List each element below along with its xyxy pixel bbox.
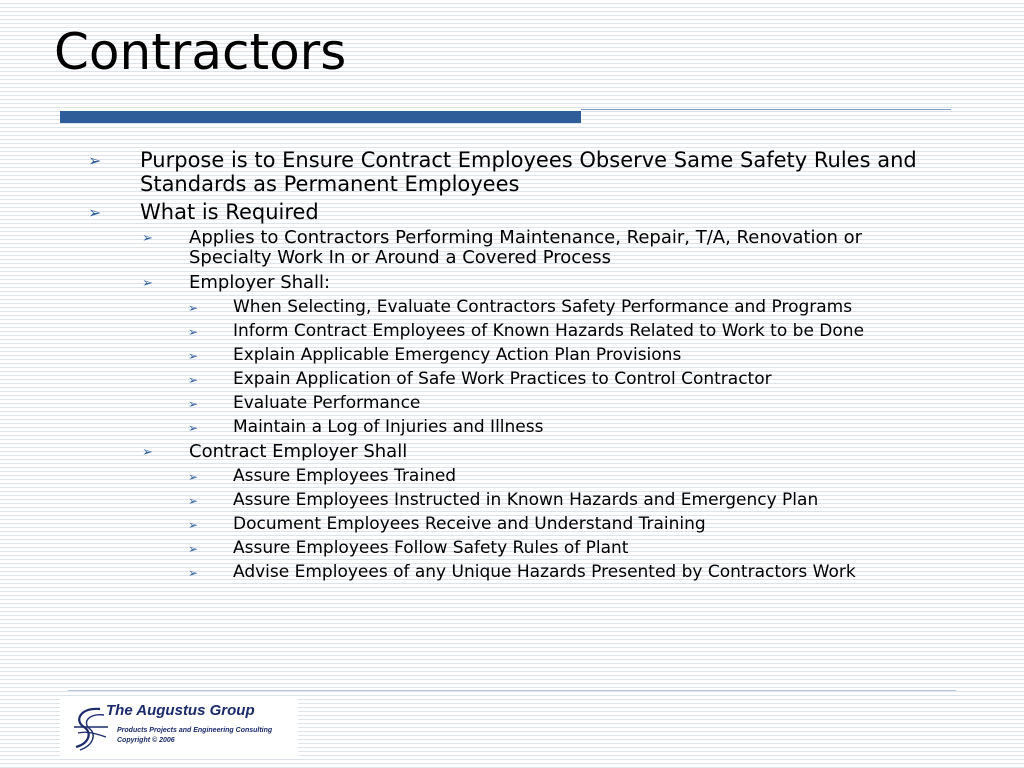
list-item-text: Document Employees Receive and Understand Training xyxy=(233,514,706,534)
list-item xyxy=(0,298,933,317)
arrow-bullet-icon: ➢ xyxy=(188,470,199,484)
arrow-bullet-icon: ➢ xyxy=(188,349,199,363)
logo-company-name: The Augustus Group xyxy=(106,702,255,719)
arrow-bullet-icon: ➢ xyxy=(142,231,153,246)
list-item xyxy=(0,273,889,293)
list-item-text: Applies to Contractors Performing Maintenance, Repair, T/A, Renovation or Specialty Work In or Around a Covered Process xyxy=(189,227,863,268)
list-item-text: When Selecting, Evaluate Contractors Safety Performance and Programs xyxy=(233,297,853,317)
arrow-bullet-icon: ➢ xyxy=(142,276,153,291)
list-item xyxy=(0,394,933,413)
title-underline-bar xyxy=(60,111,581,123)
arrow-bullet-icon: ➢ xyxy=(88,203,102,222)
list-item-text: Assure Employees Instructed in Known Hazards and Emergency Plan xyxy=(233,490,819,510)
list-item xyxy=(0,515,933,534)
slide-title: Contractors xyxy=(54,23,347,81)
list-item-text: Employer Shall: xyxy=(189,272,331,293)
logo-copyright: Copyright © 2006 xyxy=(117,737,175,744)
list-item xyxy=(0,322,933,341)
list-item xyxy=(0,346,933,365)
company-logo xyxy=(60,697,298,757)
list-item xyxy=(0,418,933,437)
footer-divider xyxy=(68,690,956,691)
arrow-bullet-icon: ➢ xyxy=(188,421,199,435)
arrow-bullet-icon: ➢ xyxy=(188,518,199,532)
list-item xyxy=(0,148,930,196)
title-underline-line xyxy=(581,109,951,110)
list-item-text: Advise Employees of any Unique Hazards Presented by Contractors Work xyxy=(233,562,856,582)
arrow-bullet-icon: ➢ xyxy=(188,301,199,315)
list-item-text: Purpose is to Ensure Contract Employees Observe Same Safety Rules and Standards as Permanent Employees xyxy=(140,148,917,196)
bullet-list xyxy=(0,148,1024,587)
list-item-text: What is Required xyxy=(140,200,319,224)
swirl-logo-icon xyxy=(70,703,110,753)
arrow-bullet-icon: ➢ xyxy=(188,373,199,387)
arrow-bullet-icon: ➢ xyxy=(142,445,153,460)
list-item xyxy=(0,563,933,582)
arrow-bullet-icon: ➢ xyxy=(188,325,199,339)
list-item xyxy=(0,228,889,268)
list-item-text: Explain Applicable Emergency Action Plan Provisions xyxy=(233,345,682,365)
list-item-text: Evaluate Performance xyxy=(233,393,421,413)
arrow-bullet-icon: ➢ xyxy=(188,566,199,580)
list-item-text: Inform Contract Employees of Known Hazards Related to Work to be Done xyxy=(233,321,865,341)
list-item-text: Assure Employees Trained xyxy=(233,466,457,486)
list-item xyxy=(0,491,933,510)
list-item xyxy=(0,370,933,389)
list-item xyxy=(0,442,889,462)
list-item xyxy=(0,200,930,224)
arrow-bullet-icon: ➢ xyxy=(188,494,199,508)
list-item xyxy=(0,467,933,486)
arrow-bullet-icon: ➢ xyxy=(188,542,199,556)
logo-tagline: Products Projects and Engineering Consulting xyxy=(117,727,273,734)
arrow-bullet-icon: ➢ xyxy=(188,397,199,411)
list-item-text: Assure Employees Follow Safety Rules of Plant xyxy=(233,538,629,558)
list-item-text: Expain Application of Safe Work Practices to Control Contractor xyxy=(233,369,772,389)
list-item-text: Maintain a Log of Injuries and Illness xyxy=(233,417,544,437)
list-item xyxy=(0,539,933,558)
list-item-text: Contract Employer Shall xyxy=(189,441,408,462)
arrow-bullet-icon: ➢ xyxy=(88,151,102,170)
